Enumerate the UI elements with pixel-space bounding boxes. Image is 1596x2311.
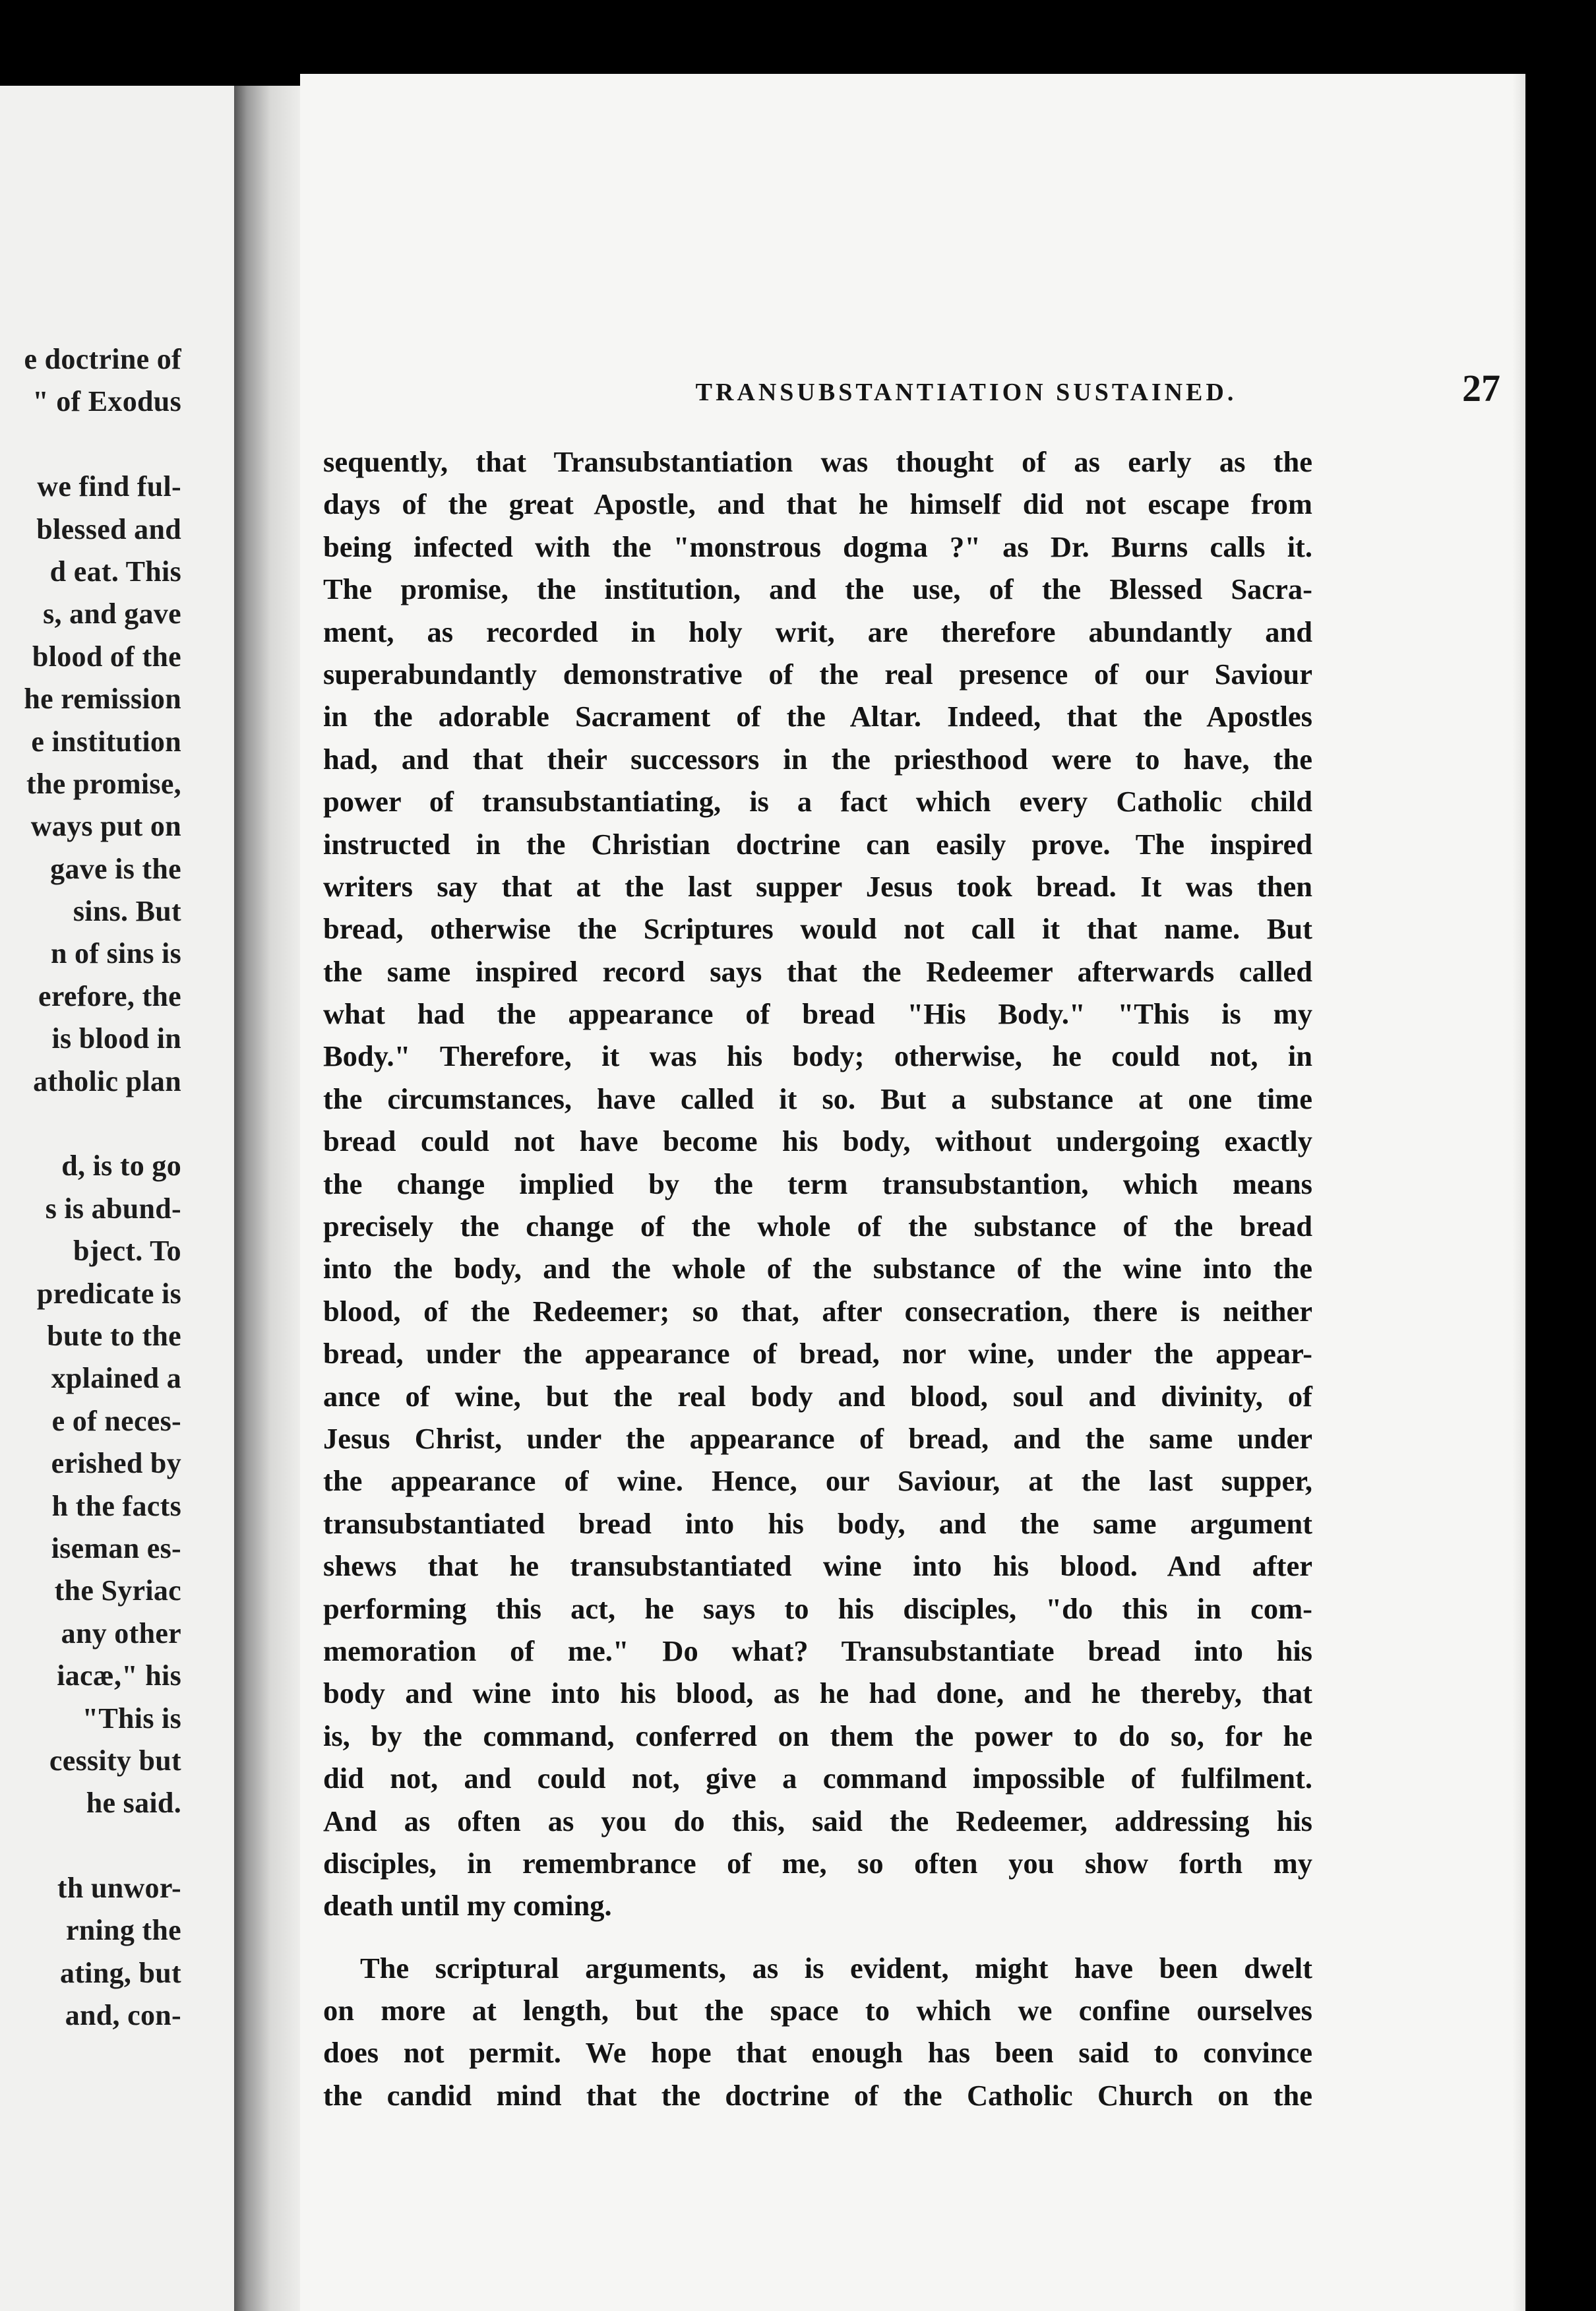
page-number: 27: [1462, 367, 1500, 410]
left-page-line: "This is: [82, 1702, 181, 1735]
left-page-line: iacæ," his: [57, 1659, 181, 1692]
left-page-line: we find ful-: [37, 470, 181, 503]
text-line: in the adorable Sacrament of the Altar. Indeed, that the Apostles: [323, 700, 1312, 733]
left-page-line: erished by: [51, 1447, 181, 1480]
text-line: disciples, in remembrance of me, so often you show forth my: [323, 1846, 1312, 1880]
left-page-line: the Syriac: [54, 1574, 181, 1607]
text-line: ance of wine, but the real body and blood, soul and divinity, of: [323, 1379, 1312, 1413]
left-page-line: iseman es-: [51, 1531, 181, 1564]
left-page-line: he remission: [24, 683, 181, 716]
text-line: blood, of the Redeemer; so that, after consecration, there is neither: [323, 1294, 1312, 1328]
left-page-line: th unwor-: [57, 1872, 181, 1905]
text-line: The scriptural arguments, as is evident, might have been dwelt: [360, 1951, 1312, 1985]
paragraph-2: [323, 1947, 1312, 2117]
text-line: Body." Therefore, it was his body; otherwise, he could not, in: [323, 1039, 1312, 1073]
running-head: [498, 369, 1525, 416]
left-page-line: e doctrine of: [24, 343, 181, 375]
text-line: the same inspired record says that the Redeemer afterwards called: [323, 954, 1312, 988]
left-page-line: " of Exodus: [32, 385, 181, 418]
left-page-line: rning the: [65, 1914, 181, 1947]
left-page-line: bject. To: [73, 1235, 181, 1268]
text-line: The promise, the institution, and the use, of the Blessed Sacra-: [323, 572, 1312, 606]
text-line: shews that he transubstantiated wine into his blood. And after: [323, 1549, 1312, 1583]
left-page-line: is blood in: [51, 1022, 181, 1055]
text-line: performing this act, he says to his disciples, "do this in com-: [323, 1591, 1312, 1625]
text-line: did not, and could not, give a command impossible of fulfilment.: [323, 1762, 1312, 1795]
text-line: writers say that at the last supper Jesus took bread. It was then: [323, 869, 1312, 903]
text-line: ment, as recorded in holy writ, are therefore abundantly and: [323, 615, 1312, 648]
left-page-line: he said.: [86, 1787, 181, 1820]
left-page-line: [0, 1825, 181, 1867]
text-line: transubstantiated bread into his body, and the same argument: [323, 1506, 1312, 1540]
left-page-line: and, con-: [65, 1999, 181, 2032]
left-page-line: e of neces-: [51, 1404, 181, 1437]
text-line: memoration of me." Do what? Transubstantiate bread into his: [323, 1634, 1312, 1667]
book-gutter: [234, 86, 300, 2311]
text-line: And as often as you do this, said the Redeemer, addressing his: [323, 1804, 1312, 1837]
text-line: sequently, that Transubstantiation was thought of as early as the: [323, 445, 1312, 478]
left-page-line: ating, but: [60, 1956, 181, 1989]
left-page-line: [0, 1103, 181, 1145]
text-line: the candid mind that the doctrine of the Catholic Church on the: [323, 2078, 1312, 2112]
text-line: body and wine into his blood, as he had done, and he thereby, that: [323, 1677, 1312, 1710]
text-line: what had the appearance of bread "His Body." "This is my: [323, 997, 1312, 1031]
left-page-line: cessity but: [49, 1744, 181, 1777]
left-page-line: erefore, the: [38, 979, 181, 1012]
left-page-line: h the facts: [51, 1489, 181, 1522]
text-line: the circumstances, have called it so. But a substance at one time: [323, 1082, 1312, 1115]
body-text: [323, 441, 1312, 2116]
text-line: the appearance of wine. Hence, our Saviour, at the last supper,: [323, 1464, 1312, 1498]
left-page-line: d, is to go: [61, 1150, 181, 1183]
left-page-line: ways put on: [30, 810, 181, 843]
text-line: bread, under the appearance of bread, nor wine, under the appear-: [323, 1337, 1312, 1371]
left-page-line: n of sins is: [50, 937, 181, 970]
text-line: had, and that their successors in the priesthood were to have, the: [323, 742, 1312, 776]
left-facing-page: [0, 86, 234, 2311]
left-page-line: s is abund-: [45, 1192, 181, 1225]
text-line: bread could not have become his body, without undergoing exactly: [323, 1125, 1312, 1158]
text-line: does not permit. We hope that enough has been said to convince: [323, 2036, 1312, 2070]
left-page-text: [0, 338, 181, 2037]
text-line: the change implied by the term transubstantion, which means: [323, 1167, 1312, 1200]
left-page-line: blessed and: [36, 512, 181, 545]
paragraph-1: [323, 441, 1312, 1927]
left-page-line: sins. But: [73, 895, 181, 928]
text-line: Jesus Christ, under the appearance of bread, and the same under: [323, 1421, 1312, 1455]
running-head-title: TRANSUBSTANTIATION SUSTAINED.: [695, 379, 1237, 406]
text-line: is, by the command, conferred on them the power to do so, for he: [323, 1719, 1312, 1752]
left-page-line: gave is the: [50, 852, 181, 885]
text-line: on more at length, but the space to which we confine ourselves: [323, 1994, 1312, 2027]
left-page-line: any other: [61, 1617, 181, 1649]
left-page-line: d eat. This: [49, 555, 181, 588]
left-page-line: e institution: [31, 725, 181, 758]
text-line: days of the great Apostle, and that he himself did not escape from: [323, 487, 1312, 521]
left-page-line: [0, 423, 181, 466]
left-page-line: bute to the: [47, 1319, 181, 1352]
text-line: power of transubstantiating, is a fact which every Catholic child: [323, 785, 1312, 818]
left-page-line: blood of the: [32, 640, 181, 673]
text-line: instructed in the Christian doctrine can easily prove. The inspired: [323, 827, 1312, 861]
text-line: precisely the change of the whole of the substance of the bread: [323, 1210, 1312, 1243]
text-line: superabundantly demonstrative of the real presence of our Saviour: [323, 657, 1312, 691]
left-page-line: predicate is: [36, 1277, 181, 1310]
left-page-line: xplained a: [51, 1362, 181, 1395]
left-page-line: s, and gave: [43, 598, 181, 631]
main-page: [300, 74, 1525, 2311]
text-line: death until my coming.: [323, 1889, 612, 1923]
left-page-line: atholic plan: [33, 1064, 181, 1097]
text-line: being infected with the "monstrous dogma ?" as Dr. Burns calls it.: [323, 530, 1312, 563]
left-page-line: the promise,: [26, 767, 181, 800]
text-line: bread, otherwise the Scriptures would not call it that name. But: [323, 912, 1312, 946]
text-line: into the body, and the whole of the substance of the wine into the: [323, 1252, 1312, 1285]
